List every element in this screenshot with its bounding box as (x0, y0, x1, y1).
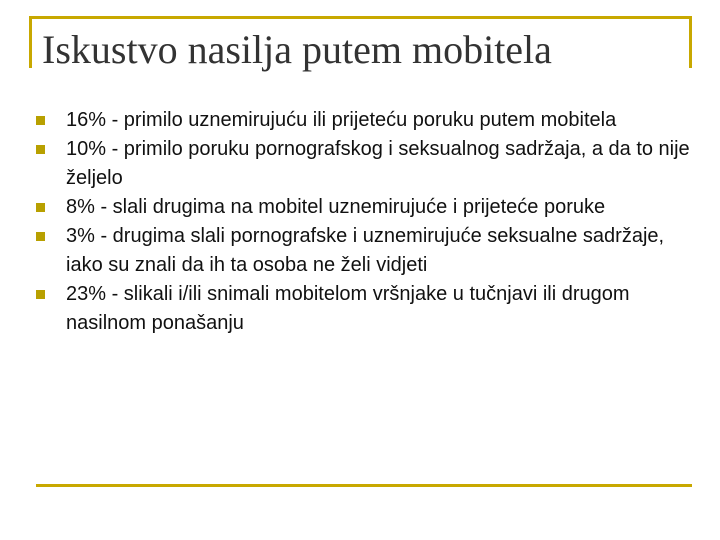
slide-title: Iskustvo nasilja putem mobitela (42, 27, 552, 72)
title-frame-right-line (689, 16, 692, 68)
bullet-item-1 (36, 106, 696, 135)
title-frame-top-line (29, 16, 691, 19)
square-bullet-icon (36, 116, 45, 125)
bullet-text: 10% - primilo poruku pornografskog i seksualnog sadržaja, a da to nije željelo (66, 138, 690, 189)
square-bullet-icon (36, 232, 45, 241)
bullet-text: 3% - drugima slali pornografske i uznemirujuće seksualne sadržaje, iako su znali da ih ta osoba ne želi vidjeti (66, 225, 665, 276)
square-bullet-icon (36, 290, 45, 299)
bullet-text: 16% - primilo uznemirujuću ili prijeteću poruku putem mobitela (66, 109, 617, 131)
bullet-item-2 (36, 135, 696, 193)
bullet-item-4 (36, 222, 696, 280)
square-bullet-icon (36, 203, 45, 212)
bullet-list (36, 106, 696, 338)
bullet-text: 23% - slikali i/ili snimali mobitelom vršnjake u tučnjavi ili drugom nasilnom ponašanju (66, 283, 630, 334)
bottom-divider (36, 484, 692, 487)
bullet-text: 8% - slali drugima na mobitel uznemirujuće i prijeteće poruke (66, 196, 606, 218)
bullet-item-3 (36, 193, 696, 222)
title-frame-left-line (29, 16, 32, 68)
bullet-item-5 (36, 280, 696, 338)
square-bullet-icon (36, 145, 45, 154)
